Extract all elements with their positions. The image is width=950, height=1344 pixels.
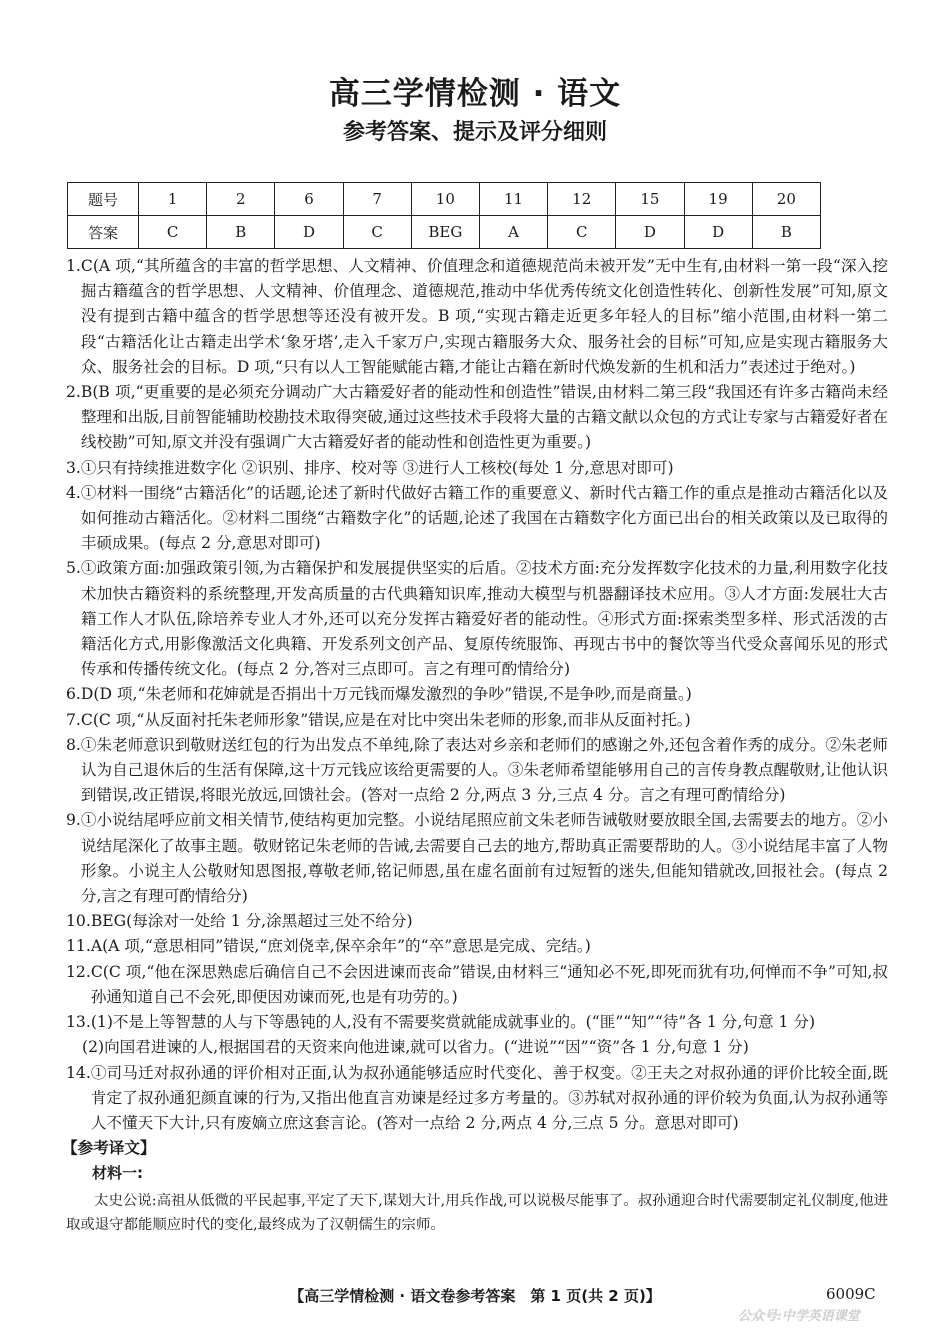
material-label: 材料一: [92,1164,143,1183]
answer-table [67,182,821,249]
item-number: 4. [66,483,81,502]
item-number: 11. [66,937,91,956]
answer-item-1 [66,254,888,380]
answer-cell: BEG [411,216,479,249]
item-text: (1)不是上等智慧的人与下等愚钝的人,没有不需要奖赏就能成就事业的。(“匪”“知”“待”各 1 分,句意 1 分) [90,1013,816,1032]
question-number-row [68,183,821,216]
answer-row [68,216,821,249]
answer-cell: C [548,216,616,249]
item-number: 3. [66,458,81,477]
item-number: 2. [66,383,81,402]
answer-cell: D [684,216,752,249]
question-number-cell: 15 [616,183,684,216]
item-text: ①朱老师意识到敬财送红包的行为出发点不单纯,除了表达对乡亲和老师们的感谢之外,还包含着作秀的成分。②朱老师认为自己退休后的生活有保障,这十万元钱应该给更需要的人。③朱老师希望能够用自己的言传身教点醒敬财,让他认识到错误,改正错误,将眼光放远,回馈社会。(答对一点给 2 分,两点 3 分,三点 4 分。言之有理可酌情给分) [80,735,888,805]
answer-item-2 [66,380,888,456]
answer-item-5 [66,556,888,682]
question-number-cell: 7 [343,183,411,216]
answer-cell: D [275,216,343,249]
answer-item-3 [66,456,888,481]
item-number: 12. [66,962,91,981]
answer-item-7 [66,708,888,733]
answer-cell: C [139,216,207,249]
item-number: 9. [66,811,81,830]
item-text: ①小说结尾呼应前文相关情节,使结构更加完整。小说结尾照应前文朱老师告诫敬财要放眼全国,去需要去的地方。②小说结尾深化了故事主题。敬财铭记朱老师的告诫,去需要自己去的地方,帮助真正需要帮助的人。③小说结尾丰富了人物形象。小说主人公敬财知恩图报,尊敬老师,铭记师恩,虽在虚名面前有过短暂的迷失,但能知错就改,回报社会。(每点 2 分,言之有理可酌情给分) [80,811,888,906]
item-number: 6. [66,685,81,704]
question-number-cell: 12 [548,183,616,216]
answer-item-14 [66,1061,888,1137]
translation-heading: 【参考译文】 [62,1139,156,1158]
item-text: ①司马迁对叔孙通的评价相对正面,认为叔孙通能够适应时代变化、善于权变。②王夫之对叔孙通的评价比较全面,既肯定了叔孙通犯颜直谏的行为,又指出他直言劝谏是经过多方考量的。③苏轼对叔孙通的评价较为负面,认为叔孙通等人不懂天下大计,只有废嫡立庶这套言论。(答对一点给 2 分,两点 4 分,三点 5 分。意思对即可) [90,1063,888,1132]
answer-item-8 [66,733,888,809]
answer-item-13-part-2: (2)向国君进谏的人,根据国君的天资来向他进谏,就可以省力。(“进说”“因”“资”各 1 分,句意 1 分) [82,1038,749,1057]
item-number: 10. [66,912,91,931]
item-text: C(C 项,“从反面衬托朱老师形象”错误,应是在对比中突出朱老师的形象,而非从反面衬托。) [80,710,691,729]
answer-cell: A [479,216,547,249]
answer-cell: B [752,216,820,249]
question-number-cell: 10 [411,183,479,216]
item-number: 14. [66,1063,91,1082]
answer-cell: D [616,216,684,249]
answer-item-10 [66,909,888,934]
answer-item-9 [66,808,888,909]
item-number: 13. [66,1013,91,1032]
question-number-cell: 6 [275,183,343,216]
answer-explanations [62,254,889,1237]
answer-item-11 [66,934,888,959]
item-text: ①材料一围绕“古籍活化”的话题,论述了新时代做好古籍工作的重要意义、新时代古籍工作的重点是推动古籍活化以及如何推动古籍活化。②材料二围绕“古籍数字化”的话题,论述了我国在古籍数字化方面已出台的相关政策以及已取得的丰硕成果。(每点 2 分,意思对即可) [80,483,888,553]
question-number-cell: 20 [752,183,820,216]
answer-item-6 [66,682,888,707]
answer-cell: B [207,216,275,249]
answer-item-13 [66,1010,888,1035]
question-number-cell: 19 [684,183,752,216]
item-number: 8. [66,735,81,754]
item-text: ①只有持续推进数字化 ②识别、排序、校对等 ③进行人工核校(每处 1 分,意思对即可) [80,458,674,477]
question-number-label: 题号 [68,183,139,216]
answer-item-12 [66,960,888,1010]
page-footer: 【高三学情检测 · 语文卷参考答案 第 1 页(共 2 页)】 [289,1287,661,1305]
item-text: B(B 项,“更重要的是必须充分调动广大古籍爱好者的能动性和创造性”错误,由材料二第三段“我国还有许多古籍尚未经整理和出版,目前智能辅助校勘技术取得突破,通过这些技术手段将大量的古籍文献以众包的方式让专家与古籍爱好者在线校勘”可知,原文并没有强调广大古籍爱好者的能动性和创造性更为重要。) [80,383,888,452]
question-number-cell: 1 [139,183,207,216]
item-text: D(D 项,“朱老师和花婶就是否捐出十万元钱而爆发激烈的争吵”错误,不是争吵,而是商量。) [80,685,692,704]
question-number-cell: 2 [207,183,275,216]
item-number: 7. [66,710,81,729]
paper-code: 6009C [826,1285,876,1303]
question-number-cell: 11 [479,183,547,216]
answer-label: 答案 [68,216,139,249]
page-subtitle: 参考答案、提示及评分细则 [342,120,607,145]
watermark: 公众号:中学英语课堂 [738,1309,860,1324]
translation-text: 太史公说:高祖从低微的平民起事,平定了天下,谋划大计,用兵作战,可以说极尽能事了。叔孙通迎合时代需要制定礼仪制度,他进取或退守都能顺应时代的变化,最终成为了汉朝儒生的宗师。 [66,1192,888,1233]
item-text: C(C 项,“他在深思熟虑后确信自己不会因进谏而丧命”错误,由材料三“通知必不死,即死而犹有功,何惮而不争”可知,叔孙通知道自己不会死,即便因劝谏而死,也是有功劳的。) [90,962,888,1006]
page-title: 高三学情检测 · 语文 [328,76,622,112]
item-number: 5. [66,559,81,578]
item-text: A(A 项,“意思相同”错误,“庶刘侥幸,保卒余年”的“卒”意思是完成、完结。) [90,937,591,956]
item-text: BEG(每涂对一处给 1 分,涂黑超过三处不给分) [90,912,413,931]
item-number: 1. [66,257,81,275]
answer-cell: C [343,216,411,249]
answer-item-4 [66,481,888,557]
item-text: ①政策方面:加强政策引领,为古籍保护和发展提供坚实的后盾。②技术方面:充分发挥数字化技术的力量,利用数字化技术加快古籍资料的系统整理,开发高质量的古代典籍知识库,推动大模型与机器翻译技术应用。③人才方面:发展壮大古籍工作人才队伍,除培养专业人才外,还可以充分发挥古籍爱好者的能动性。④形式方面:探索类型多样、形式活泼的古籍活化方式,用影像激活文化典籍、开发系列文创产品、复原传统服饰、再现古书中的餐饮等当代受众喜闻乐见的形式传承和传播传统文化。(每点 2 分,答对三点即可。言之有理可酌情给分) [80,559,889,679]
item-text: C(A 项,“其所蕴含的丰富的哲学思想、人文精神、价值理念和道德规范尚未被开发”无中生有,由材料一第一段“深入挖掘古籍蕴含的哲学思想、人文精神、价值理念、道德规范,推动中华优秀传统文化创造性转化、创新性发展”可知,原文没有提到古籍中蕴含的哲学思想等还没有被开发。B 项,“实现古籍走近更多年轻人的目标”缩小范围,由材料一第二段“古籍活化让古籍走出学术‘象牙塔’,走入千家万户,实现古籍服务大众、服务社会的目标”可知,应是实现古籍服务大众、服务社会的目标。D 项,“只有以人工智能赋能古籍,才能让古籍在新时代焕发新的生机和活力”表述过于绝对。) [80,257,888,376]
